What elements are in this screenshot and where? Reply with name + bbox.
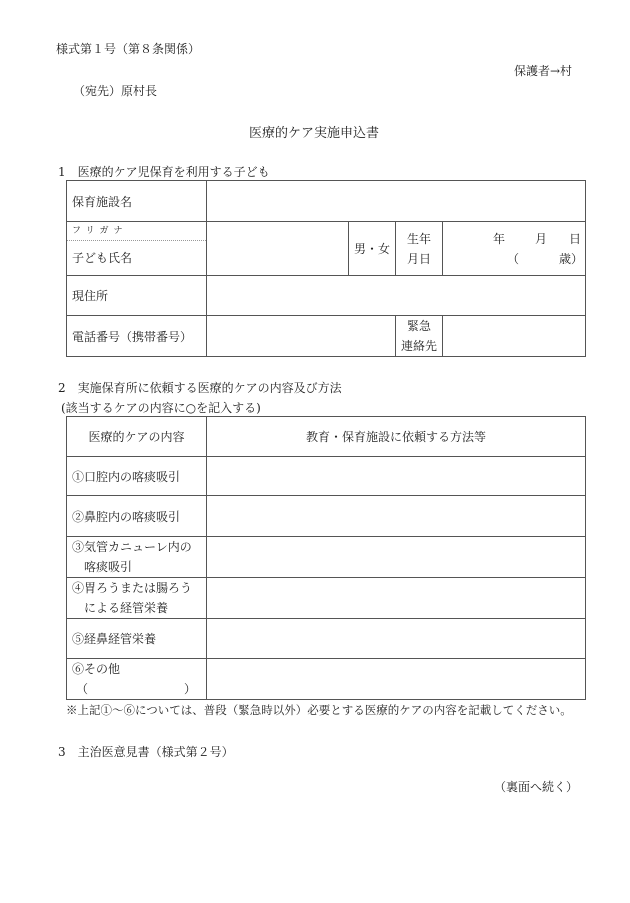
continued-note: （裏面へ続く） (494, 780, 579, 794)
care-item-nasal-feeding[interactable] (67, 619, 207, 659)
facility-field[interactable] (207, 181, 586, 222)
care-item-label: ④胃ろうまたは腸ろう (72, 581, 193, 595)
care-item-label-cont: 喀痰吸引 (84, 560, 133, 574)
care-item-label: ①口腔内の喀痰吸引 (72, 469, 181, 484)
method-field[interactable] (207, 659, 586, 700)
phone-label: 電話番号（携帯番号） (67, 316, 207, 357)
age-close: 歳） (559, 251, 584, 266)
child-name-label-cell (67, 222, 207, 276)
month-label: 月 (535, 231, 548, 246)
method-field[interactable] (207, 537, 586, 578)
care-item-label: ⑥その他 (72, 662, 121, 676)
care-table (66, 416, 586, 700)
care-item-label: ②鼻腔内の喀痰吸引 (72, 509, 181, 524)
child-name-field[interactable] (207, 222, 349, 276)
birthdate-label-line2: 月日 (406, 251, 431, 266)
care-item-label-cont: による経管栄養 (84, 601, 169, 615)
facility-label: 保育施設名 (67, 181, 207, 222)
method-field[interactable] (207, 578, 586, 619)
emergency-label-line1: 緊急 (406, 319, 431, 333)
care-item-oral-suction[interactable] (67, 457, 207, 496)
care-column-header: 医療的ケアの内容 (67, 417, 207, 457)
form-number: 様式第１号（第８条関係） (56, 42, 201, 56)
method-field[interactable] (207, 619, 586, 659)
route-label: 保護者→村 (514, 64, 573, 78)
phone-field[interactable] (207, 316, 396, 357)
care-item-tube-feeding[interactable] (67, 578, 207, 619)
addressee: （宛先）原村長 (73, 84, 158, 98)
document-title: 医療的ケア実施申込書 (249, 126, 380, 141)
address-label: 現住所 (67, 276, 207, 316)
emergency-contact-label (396, 316, 443, 357)
care-item-nasal-suction[interactable] (67, 496, 207, 537)
emergency-contact-field[interactable] (443, 316, 586, 357)
emergency-label-line2: 連絡先 (400, 339, 437, 353)
birthdate-label (396, 222, 443, 276)
furigana-label: フリガナ (67, 222, 206, 241)
section3-heading: 3 主治医意見書（様式第２号） (58, 745, 234, 759)
care-item-label: ③気管カニューレ内の (72, 540, 192, 554)
child-name-label: 子ども氏名 (72, 251, 133, 265)
age-open: （ (507, 251, 520, 266)
section2-heading: 2 実施保育所に依頼する医療的ケアの内容及び方法 (58, 381, 342, 395)
method-column-header: 教育・保育施設に依頼する方法等 (207, 417, 586, 457)
address-field[interactable] (207, 276, 586, 316)
child-info-table (66, 180, 586, 357)
birthdate-label-line1: 生年 (406, 231, 431, 246)
day-label: 日 (569, 231, 582, 246)
section1-heading: 1 医療的ケア児保育を利用する子ども (58, 165, 270, 179)
gender-selector[interactable]: 男・女 (349, 222, 396, 276)
care-note: ※上記①～⑥については、普段（緊急時以外）必要とする医療的ケアの内容を記載してください。 (66, 703, 572, 717)
birthdate-field[interactable] (443, 222, 586, 276)
section2-subheading: (該当するケアの内容に○を記入する) (61, 401, 261, 415)
care-item-label: ⑤経鼻経管栄養 (72, 632, 157, 646)
method-field[interactable] (207, 457, 586, 496)
care-item-other-blank[interactable]: （ ） (76, 682, 197, 696)
care-item-tracheal-suction[interactable] (67, 537, 207, 578)
care-item-other[interactable] (67, 659, 207, 700)
method-field[interactable] (207, 496, 586, 537)
year-label: 年 (493, 231, 506, 246)
